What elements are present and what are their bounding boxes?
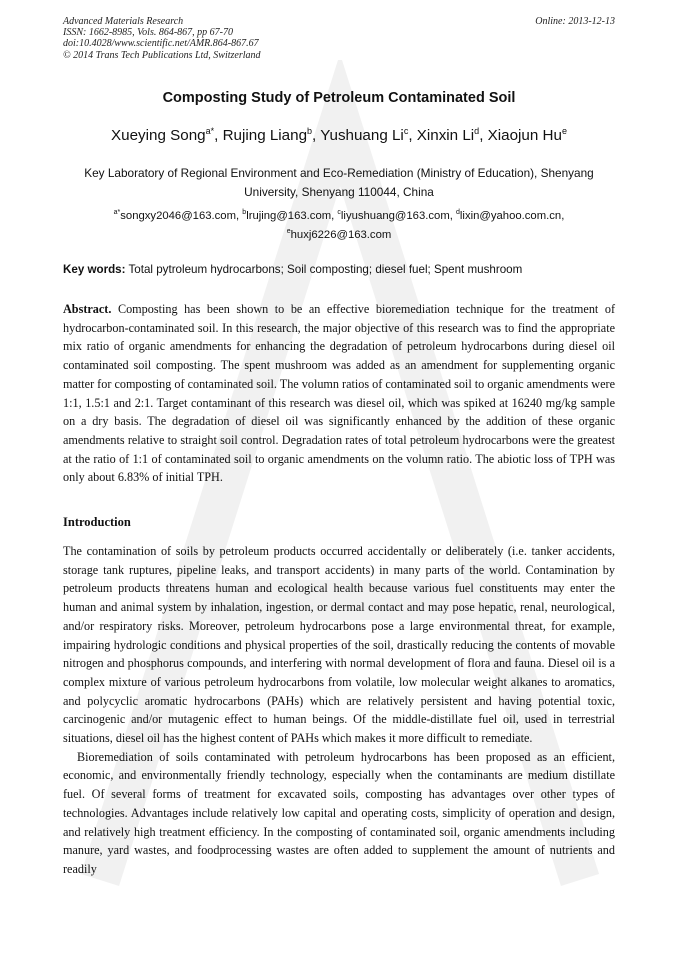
paragraph: Bioremediation of soils contaminated with petroleum hydrocarbons has been proposed as an efficient, economic, and environmentally friendly technology, especially when the contaminants are medium distillate fuel. Of several forms of treatment for excavated soils, composting has advantages over other types of technologies. Advantages include relatively low capital and operating costs, simplicity of operation and design, and relatively high treatment efficiency. In the composting of contaminated soil, organic amendments including manure, yard wastes, and foodprocessing wastes are often added to supplement the amount of nutrients and readily [63,749,615,876]
author-affiliation-mark: e [561,126,567,136]
email-list [63,207,615,245]
author-list [63,127,615,144]
email-mark: e [286,228,291,235]
author-name: Xiaojun Hu [487,127,562,144]
email-separator: , [561,210,565,222]
author-name: Rujing Liang [222,127,308,144]
doi-line: doi:10.4028/www.scientific.net/AMR.864-867.67 [63,38,259,50]
introduction-body [63,542,615,879]
email-separator: , [236,210,243,222]
section-heading-introduction: Introduction [63,515,131,529]
author-affiliation-mark: a* [205,126,215,136]
author-name: Xueying Song [111,127,206,144]
paragraph: The contamination of soils by petroleum products occurred accidentally or deliberately (i.e. tanker accidents, storage tank ruptures, pipeline leaks, and transport accidents) in many parts of the world. Contamination by petroleum products threatens human and ecological health because various fuel constituents may enter the human and animal system by inhalation, ingestion, or dermal contact and may pose hepatic, renal, neurological, and/or respiratory risks. Moreover, petroleum hydrocarbons pose a large environmental threat, for example, impairing hydrologic conditions and physical properties of the soil, drastically reducing the contents of movable nitrogen and phosphorus compounds, and interfering with normal development of flora and fauna. Diesel oil is a complex mixture of various petroleum hydrocarbons from volatile, low molecular weight alkanes to aromatics, and polycyclic aromatic hydrocarbons (PAHs) which are relatively persistent and having potential toxic, carcinogenic and/or mutagenic effect to human beings. Of the middle-distillate fuel oil, used in terrestrial situations, diesel oil has the highest content of PAHs which makes it more difficult to remediate. [63,544,615,746]
keywords-text: Total pytroleum hydrocarbons; Soil composting; diesel fuel; Spent mushroom [128,263,523,276]
email-mark: a* [113,209,121,216]
author-separator: , [312,127,321,144]
email-address: lrujing@163.com [246,210,332,222]
keywords [63,263,623,276]
author-name: Yushuang Li [320,127,404,144]
author-separator: , [408,127,417,144]
journal-name: Advanced Materials Research [63,16,184,27]
email-separator: , [449,210,457,222]
affiliation: Key Laboratory of Regional Environment and Eco-Remediation (Ministry of Education), Shenyang University, Shenyang 110044, China [84,166,594,199]
keywords-label: Key words: [63,263,126,276]
email-address: lixin@yahoo.com.cn [459,210,562,222]
online-date: Online: 2013-12-13 [535,16,615,27]
paper-title: Composting Study of Petroleum Contaminated Soil [162,90,516,106]
email-address: liyushuang@163.com [340,210,450,222]
email-mark: d [456,209,460,216]
journal-header [63,16,615,61]
abstract-label: Abstract. [63,302,112,316]
email-address: huxj6226@163.com [290,229,392,241]
abstract-text: Composting has been shown to be an effective bioremediation technique for the treatment of hydrocarbon-contaminated soil. In this research, the major objective of this research was to find the appropriate mix ratio of organic amendments for enhancing the degradation of petroleum hydrocarbons during diesel oil contaminated soil composting. The spent mushroom was added as an amendment for supplementing organic matter for composting of contaminated soil. The volumn ratios of contaminated soil to organic amendments were 1:1, 1.5:1 and 2:1. Target contaminant of this research was diesel oil, which was spiked at 16240 mg/kg sample on a dry basis. The degradation of diesel oil was significantly enhanced by the addition of these organic amendments relative to straight soil control. Degradation rates of total petroleum hydrocarbons were the greatest at the ratio of 1:1 of contaminated soil to organic amendments on the volumn ratio. The abiotic loss of TPH was only about 6.83% of initial TPH. [63,302,616,485]
author-separator: , [214,127,223,144]
author-affiliation-mark: b [307,126,313,136]
email-address: songxy2046@163.com [120,210,237,222]
author-name: Xinxin Li [416,127,475,144]
author-affiliation-mark: d [474,126,480,136]
email-separator: , [331,210,338,222]
email-mark: b [242,209,247,216]
issn-line: ISSN: 1662-8985, Vols. 864-867, pp 67-70 [63,27,233,39]
author-separator: , [479,127,488,144]
abstract [63,300,615,487]
email-mark: c [337,209,341,216]
copyright-line: © 2014 Trans Tech Publications Ltd, Switzerland [63,49,261,61]
author-affiliation-mark: c [403,126,409,136]
